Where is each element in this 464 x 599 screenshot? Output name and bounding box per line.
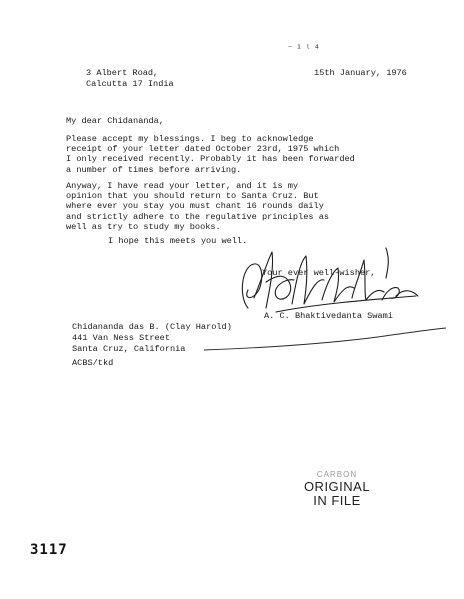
handwritten-signature: [236, 238, 436, 320]
letter-date: 15th January, 1976: [314, 68, 407, 78]
body-paragraph-2: Anyway, I have read your letter, and it is my opinion that you should return to Santa Cruz. But where ever you stay you must chant 16 rounds daily and strictly adhere to the regulative principles as well as try to study my books.: [66, 181, 330, 232]
carbon-label: CARBON: [316, 470, 358, 479]
salutation: My dear Chidananda,: [66, 116, 164, 126]
sender-address-line1: 3 Albert Road,: [86, 68, 159, 78]
recipient-city: Santa Cruz, California: [72, 344, 186, 354]
body-paragraph-3: I hope this meets you well.: [108, 236, 248, 246]
recipient-name: Chidananda das B. (Clay Harold): [72, 322, 232, 332]
recipient-street: 441 Van Ness Street: [72, 333, 170, 343]
file-number: 3117: [30, 542, 68, 558]
reference-initials: ACBS/tkd: [72, 358, 114, 368]
closing-line: Your ever well-wisher,: [262, 268, 376, 278]
body-paragraph-1: Please accept my blessings. I beg to acknowledge receipt of your letter dated October 23rd, 1975 which I only received recently. Probably it has been forwarded a number of times before arriving.: [66, 134, 355, 175]
signature-underline-stroke: [200, 326, 450, 356]
in-file-label: IN FILE: [313, 493, 361, 508]
original-label: ORIGINAL: [303, 479, 371, 494]
signatory-name: A. C. Bhaktivedanta Swami: [264, 311, 393, 321]
received-stamp-mark: ⁻¹ˡ⁴: [287, 44, 324, 55]
original-in-file-stamp: [292, 470, 382, 508]
sender-address-line2: Calcutta 17 India: [86, 79, 174, 89]
